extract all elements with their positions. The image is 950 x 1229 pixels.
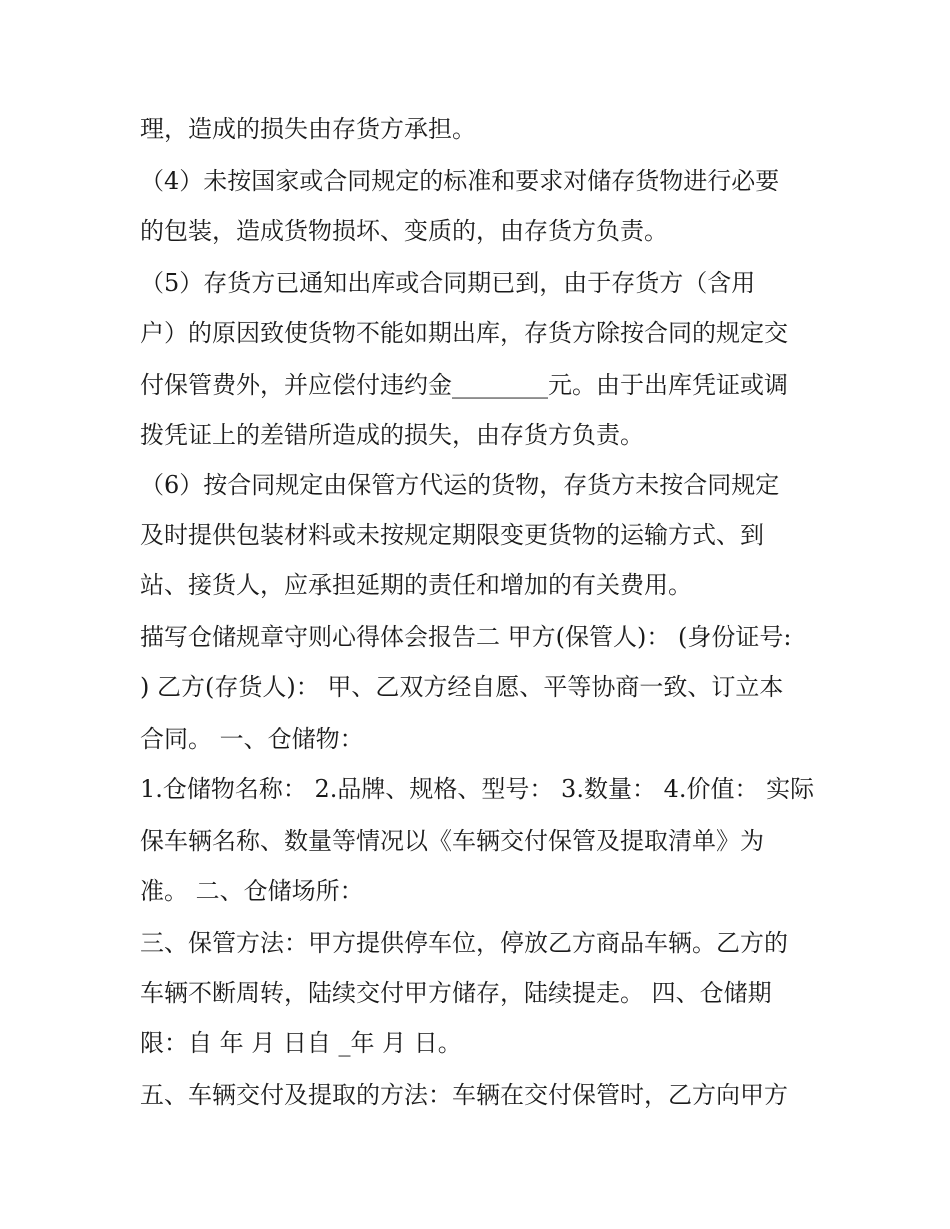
text-line: （6）按合同规定由保管方代运的货物，存货方未按合同规定 bbox=[140, 471, 780, 499]
text-line: （5）存货方已通知出库或合同期已到，由于存货方（含用 bbox=[140, 269, 756, 297]
text-line: 五、车辆交付及提取的方法：车辆在交付保管时，乙方向甲方 bbox=[140, 1081, 788, 1109]
text-line: 的包装，造成货物损坏、变质的，由存货方负责。 bbox=[140, 217, 668, 245]
text-line: 1.仓储物名称： 2.品牌、规格、型号： 3.数量： 4.价值： 实际 bbox=[140, 775, 815, 803]
text-line: 限：自 年 月 日自 _年 月 日。 bbox=[140, 1029, 462, 1057]
text-line: 描写仓储规章守则心得体会报告二 甲方(保管人)： (身份证号: bbox=[140, 623, 792, 651]
text-line: 保车辆名称、数量等情况以《车辆交付保管及提取清单》为 bbox=[140, 827, 764, 855]
text-line: 合同。 一、仓储物： bbox=[140, 725, 364, 753]
text-line: ) 乙方(存货人)： 甲、乙双方经自愿、平等协商一致、订立本 bbox=[140, 673, 784, 701]
text-line: 户）的原因致使货物不能如期出库，存货方除按合同的规定交 bbox=[140, 319, 788, 347]
text-line: 站、接货人，应承担延期的责任和增加的有关费用。 bbox=[140, 571, 692, 599]
text-line: 理，造成的损失由存货方承担。 bbox=[140, 115, 476, 143]
text-line: 付保管费外，并应偿付违约金________元。由于出库凭证或调 bbox=[140, 371, 788, 399]
text-line: 准。 二、仓储场所： bbox=[140, 877, 364, 905]
text-line: （4）未按国家或合同规定的标准和要求对储存货物进行必要 bbox=[140, 167, 780, 195]
text-line: 拨凭证上的差错所造成的损失，由存货方负责。 bbox=[140, 421, 644, 449]
text-line: 三、保管方法：甲方提供停车位，停放乙方商品车辆。乙方的 bbox=[140, 929, 788, 957]
text-line: 及时提供包装材料或未按规定期限变更货物的运输方式、到 bbox=[140, 521, 764, 549]
text-line: 车辆不断周转，陆续交付甲方储存，陆续提走。 四、仓储期 bbox=[140, 979, 772, 1007]
